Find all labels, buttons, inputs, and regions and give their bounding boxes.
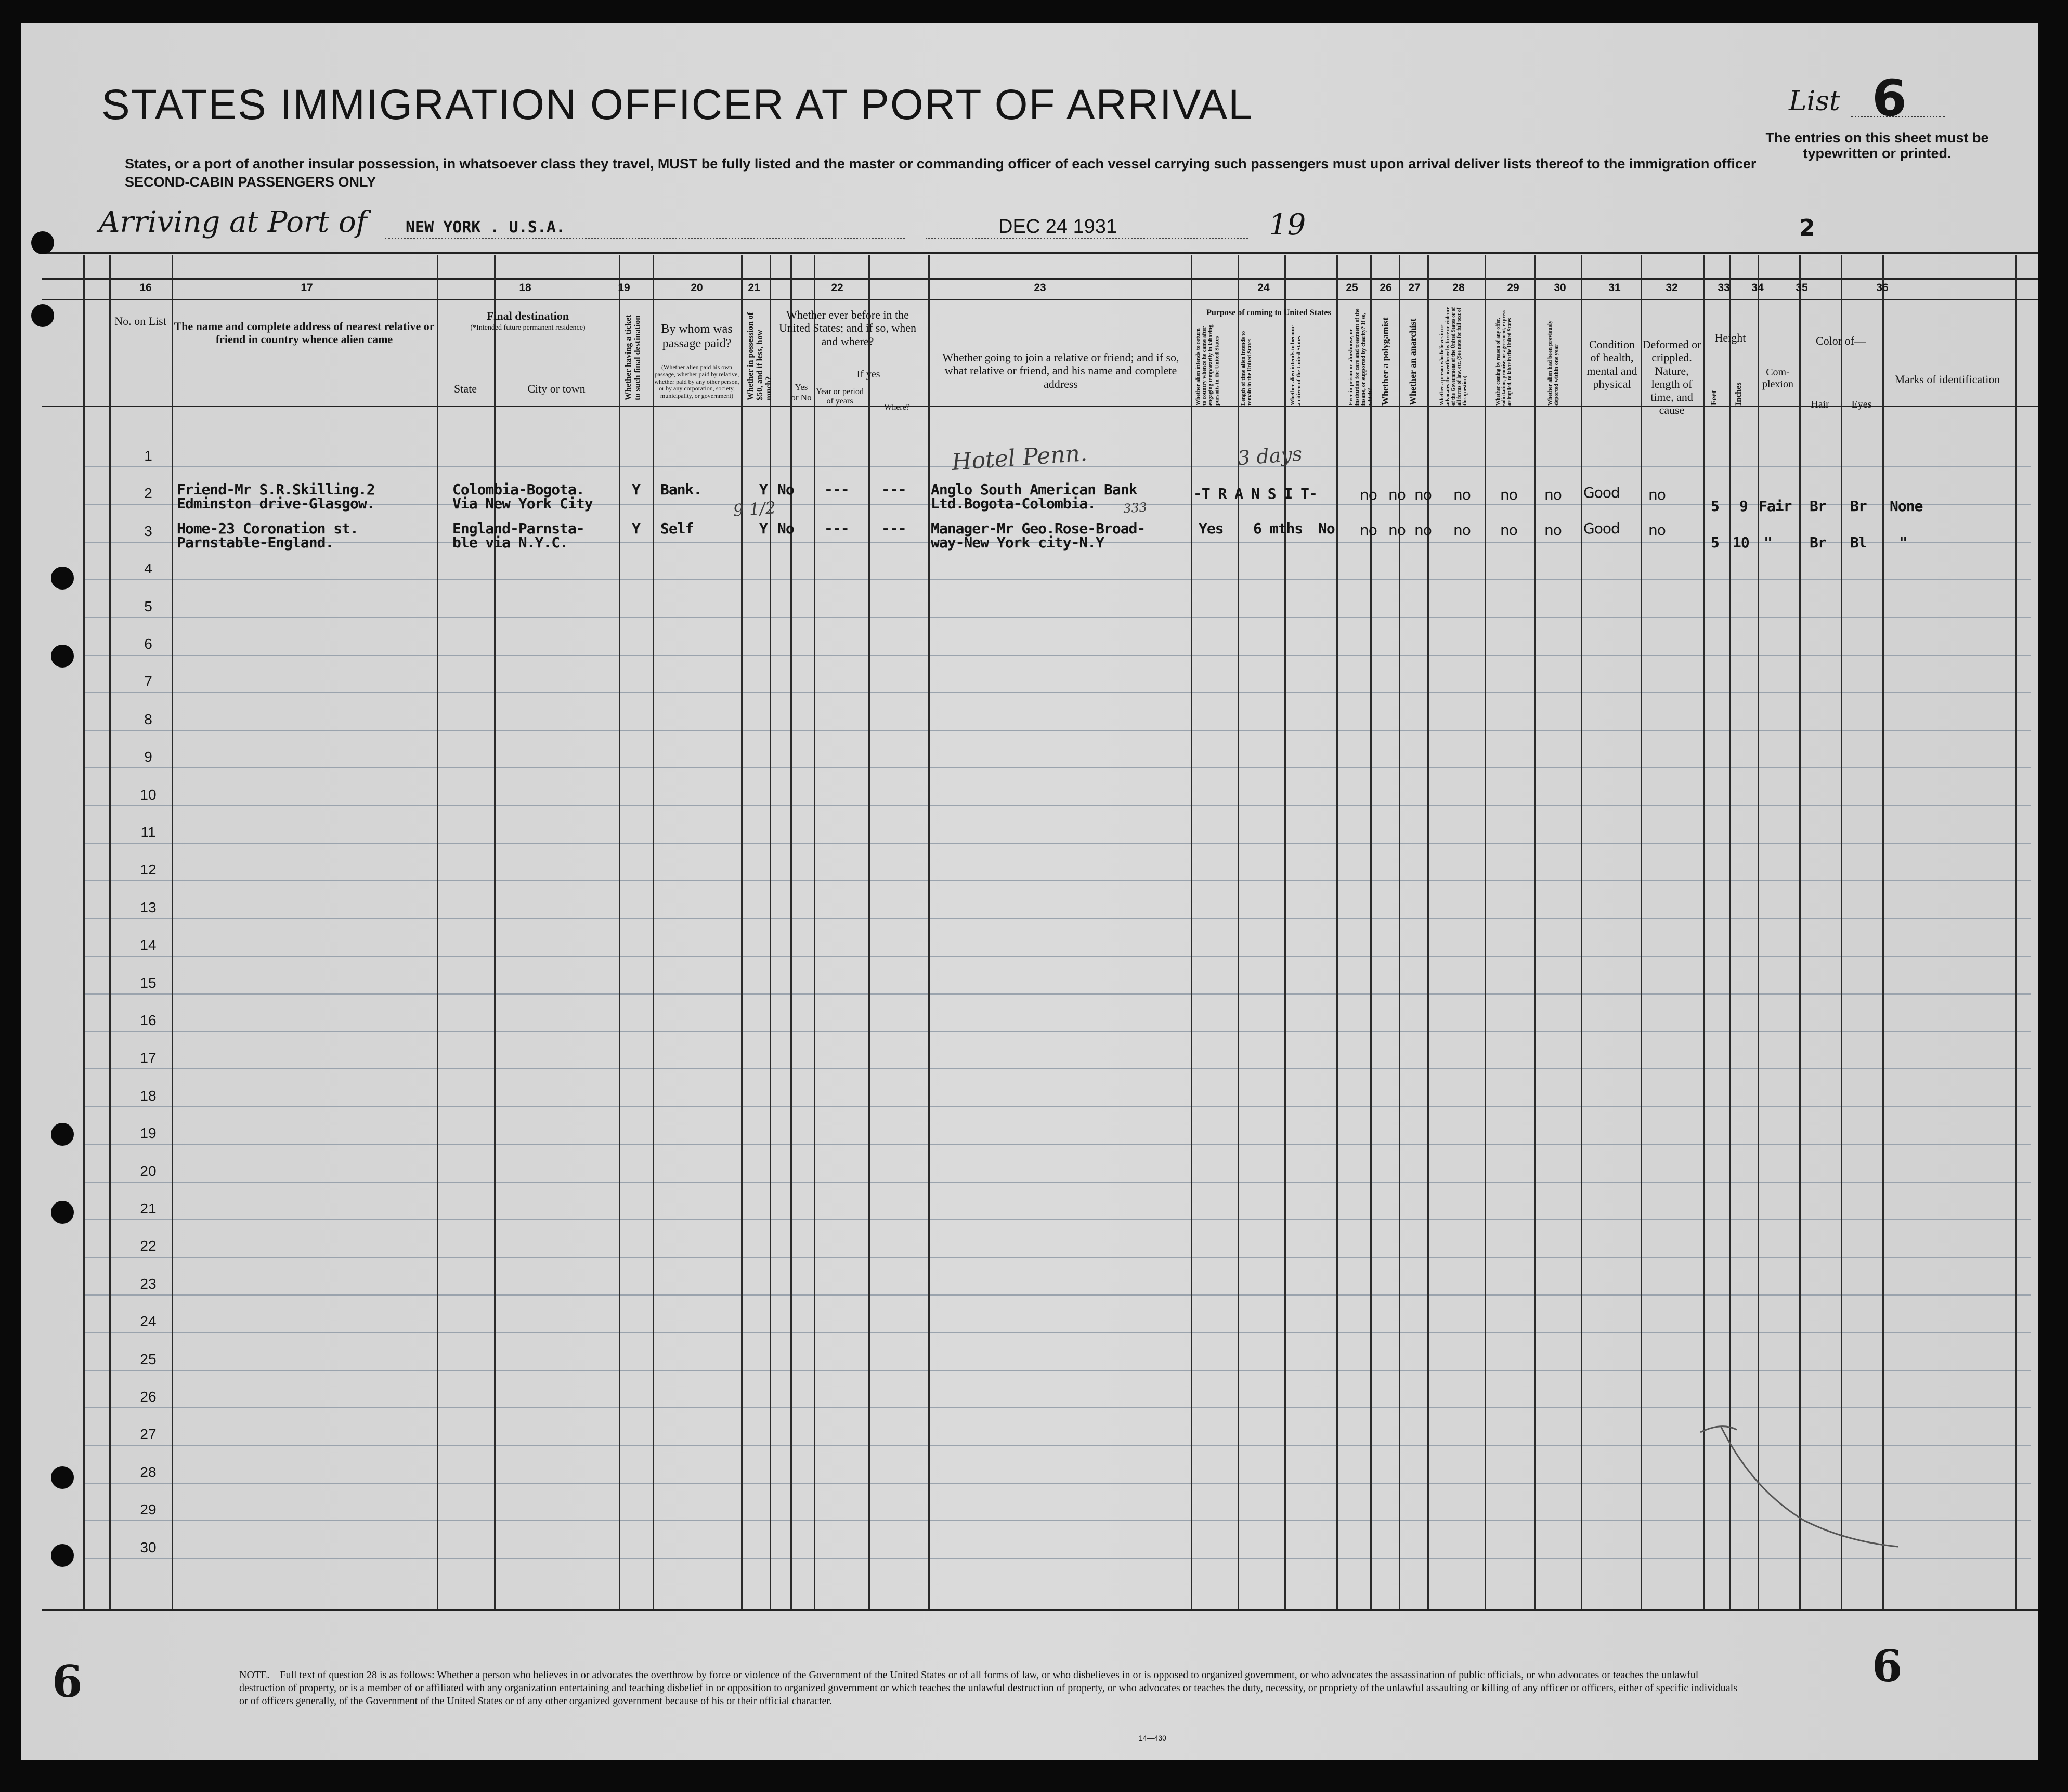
header-relative: The name and complete address of nearest relative or friend in country whence alien came <box>174 320 435 346</box>
entry2-money: Y <box>759 520 768 537</box>
ruled-line <box>83 805 2031 806</box>
entry1-overthrow: no <box>1453 486 1471 503</box>
header-before-us: Whether ever before in the United States; and if so, when and where? <box>779 308 916 348</box>
entry2-anarchist: no <box>1414 521 1432 539</box>
entry1-complexion: Fair <box>1759 498 1792 515</box>
colnum-20: 20 <box>691 282 703 294</box>
ruled-line <box>83 918 2031 919</box>
row-number: 20 <box>140 1162 157 1179</box>
column-number-rule <box>42 278 2038 280</box>
header-purpose-return: Whether alien intends to return to country whence he came after engaging temporarily in laboring pursuits in the United States <box>1195 324 1220 406</box>
colnum-19: 19 <box>618 282 630 294</box>
row-number: 5 <box>144 598 152 614</box>
header-hair: Hair <box>1811 399 1829 410</box>
colnum-17: 17 <box>301 282 313 294</box>
header-years: Year or period of years <box>816 387 864 406</box>
ruled-line <box>83 993 2031 995</box>
entry1-inches: 9 <box>1739 498 1748 515</box>
entry2-prison: no <box>1360 521 1377 539</box>
entry2-dest-line1: England-Parnsta- <box>452 520 584 537</box>
entry1-dest-line1: Colombia-Bogota. <box>452 481 584 498</box>
column-line <box>790 255 792 1609</box>
header-deformed: Deformed or crippled. Nature, length of time, and cause <box>1642 338 1701 417</box>
row-number: 21 <box>140 1200 157 1217</box>
header-height: Height <box>1714 331 1746 344</box>
ruled-line <box>83 1257 2031 1258</box>
ruled-line <box>83 1219 2031 1220</box>
colnum-26: 26 <box>1380 282 1392 294</box>
footer-number-left: 6 <box>52 1656 83 1707</box>
row-number: 17 <box>140 1050 157 1066</box>
entry2-health: Good <box>1583 520 1620 537</box>
entry1-join-line2: Ltd.Bogota-Colombia. <box>931 495 1096 512</box>
list-label: List <box>1789 86 1840 117</box>
ruled-line <box>83 692 2031 693</box>
row-number: 24 <box>140 1313 157 1330</box>
row-number: 26 <box>140 1389 157 1405</box>
header-if-yes: If yes— <box>856 369 891 380</box>
colnum-27: 27 <box>1408 282 1421 294</box>
year-label: 19 <box>1269 208 1306 242</box>
entry1-ticket: Y <box>632 481 640 498</box>
colnum-33: 33 <box>1718 282 1730 294</box>
list-number: 6 <box>1872 69 1907 127</box>
binding-hole <box>51 567 74 590</box>
column-line <box>109 255 111 1609</box>
entry1-hair: Br <box>1810 498 1826 515</box>
row-number: 30 <box>140 1539 157 1555</box>
header-no-on-list: No. on List <box>114 315 166 328</box>
header-color: Color of— <box>1816 334 1866 347</box>
row-number: 10 <box>140 786 157 803</box>
row-number: 3 <box>144 522 152 539</box>
form-subtitle: States, or a port of another insular possession, in whatsoever class they travel, MUST be fully listed and the master or commanding officer of each vessel carrying such passengers must upon arrival deliver lists thereof to the immigration officer <box>125 156 1757 172</box>
row-number: 15 <box>140 974 157 991</box>
column-line <box>2015 255 2017 1609</box>
entry2-before-us: No <box>777 520 794 537</box>
colnum-25: 25 <box>1346 282 1358 294</box>
header-money: Whether in possession of $50, and if less, how much? <box>746 312 774 400</box>
header-overthrow: Whether a person who believes in or advocates the overthrow by force or violence of the Government of the United States or of all forms of law, etc. (See note for full text of this question) <box>1439 307 1468 406</box>
handwritten-mark-b: 333 <box>1123 500 1148 516</box>
entry2-dest-line2: ble via N.Y.C. <box>452 534 568 551</box>
header-where: Where? <box>884 403 910 412</box>
binding-hole <box>31 304 54 327</box>
column-line <box>1729 255 1731 1609</box>
header-deported: Whether alien had been previously deported within one year <box>1547 320 1560 406</box>
row-number: 28 <box>140 1463 157 1480</box>
header-yes-no: Yes or No <box>791 382 812 402</box>
entry1-health: Good <box>1583 484 1620 501</box>
header-final-destination: Final destination <box>486 309 569 322</box>
column-line <box>1799 255 1801 1609</box>
row-number: 4 <box>144 560 152 577</box>
row-number: 22 <box>140 1238 157 1254</box>
ruled-line <box>83 1294 2031 1296</box>
column-line <box>741 255 743 1609</box>
ruled-line <box>83 1031 2031 1032</box>
header-city: City or town <box>527 382 586 395</box>
binding-hole <box>51 645 74 668</box>
ruled-line <box>83 880 2031 881</box>
ruled-line <box>83 1332 2031 1333</box>
column-line <box>868 255 870 1609</box>
handwritten-hotel: Hotel Penn. <box>951 439 1088 476</box>
ruled-line <box>83 579 2031 580</box>
entry1-where: --- <box>881 481 906 498</box>
column-line <box>1882 255 1884 1609</box>
row-number: 25 <box>140 1351 157 1367</box>
entry2-purpose-citizen: No <box>1318 520 1335 537</box>
ruled-line <box>83 617 2031 618</box>
header-purpose-length: Length of time alien intends to remain in the United States <box>1240 331 1253 406</box>
class-note: SECOND-CABIN PASSENGERS ONLY <box>125 174 376 190</box>
column-line <box>1641 255 1642 1609</box>
header-polygamist: Whether a polygamist <box>1380 317 1390 406</box>
row-number: 2 <box>144 485 152 502</box>
entry1-deformed: no <box>1648 486 1666 503</box>
ruled-line <box>83 1370 2031 1371</box>
colnum-22: 22 <box>831 282 843 294</box>
ruled-line <box>83 1106 2031 1107</box>
column-line <box>494 255 496 1609</box>
column-line <box>1427 255 1429 1609</box>
ruled-line <box>83 1182 2031 1183</box>
entry2-deported: no <box>1544 521 1562 539</box>
row-number: 11 <box>140 824 156 840</box>
header-destination-note: (*Intended future permanent residence) <box>470 324 586 332</box>
row-number: 12 <box>140 861 157 878</box>
column-line <box>770 255 771 1609</box>
header-prison: Ever in prison or almshouse, or institution for care and treatment of the insane, or supported by charity? If so, which? <box>1348 308 1373 406</box>
colnum-28: 28 <box>1452 282 1465 294</box>
entry2-purpose-length: 6 mths <box>1253 520 1303 537</box>
ruled-line <box>83 1144 2031 1145</box>
handwritten-days: 3 days <box>1237 442 1303 470</box>
ruled-line <box>83 767 2031 768</box>
footer-note: NOTE.—Full text of question 28 is as follows: Whether a person who believes in or advocates the overthrow by force or violence of the Government of the United States or of all forms of law, or who disbelieves in or is opposed to organized government, or who advocates the assassination of public officials, or who advocates or teaches the unlawful destruction of property, or is a member of or affiliated with any organization entertaining and teaching disbelief in or opposition to organized government or which teaches the unlawful destruction of property, or who advocates or teaches the duty, necessity, or propriety of the unlawful assaulting or killing of any officer or officers, either of specific individuals or of officers generally, of the Government of the United States or of any other organized government because of his or their official character. <box>239 1669 1737 1707</box>
entry1-years: --- <box>824 481 849 498</box>
column-line <box>928 255 930 1609</box>
colnum-16: 16 <box>139 282 152 294</box>
column-line <box>1534 255 1536 1609</box>
header-health: Condition of health, mental and physical <box>1586 338 1637 390</box>
column-line <box>1485 255 1486 1609</box>
form-title: STATES IMMIGRATION OFFICER AT PORT OF ARRIVAL <box>101 81 1253 128</box>
header-passage-note: (Whether alien paid his own passage, whether paid by relative, whether paid by any other person, or by any corporation, society, municipality, or government) <box>654 363 739 400</box>
binding-hole <box>31 231 54 254</box>
entry2-complexion: " <box>1764 534 1772 551</box>
header-anarchist: Whether an anarchist <box>1408 318 1418 406</box>
row-number: 9 <box>144 749 152 765</box>
colnum-30: 30 <box>1554 282 1566 294</box>
entry2-feet: 5 <box>1711 534 1719 551</box>
row-number: 27 <box>140 1426 157 1443</box>
binding-hole <box>51 1201 74 1224</box>
column-line <box>1370 255 1372 1609</box>
date-value: DEC 24 1931 <box>998 216 1117 238</box>
port-value: NEW YORK . U.S.A. <box>406 218 566 237</box>
entry1-marks: None <box>1890 498 1923 515</box>
entry1-polygamist: no <box>1388 486 1406 503</box>
column-line <box>1581 255 1582 1609</box>
entry2-deformed: no <box>1648 521 1666 539</box>
entry1-anarchist: no <box>1414 486 1432 503</box>
entry1-join-line1: Anglo South American Bank <box>931 481 1137 498</box>
row-number: 13 <box>140 899 157 915</box>
column-line <box>1399 255 1400 1609</box>
entry1-relative-line2: Edminston drive-Glasgow. <box>177 495 375 512</box>
column-line <box>83 255 85 1609</box>
column-line <box>437 255 438 1609</box>
entry1-deported: no <box>1544 486 1562 503</box>
binding-hole <box>51 1544 74 1567</box>
entry2-overthrow: no <box>1453 521 1471 539</box>
manifest-sheet <box>21 23 2038 1760</box>
entry2-polygamist: no <box>1388 521 1406 539</box>
row-number: 16 <box>140 1012 157 1028</box>
entry1-prison: no <box>1360 486 1377 503</box>
colnum-36: 36 <box>1876 282 1889 294</box>
entry2-relative-line1: Home-23 Coronation st. <box>177 520 358 537</box>
colnum-23: 23 <box>1034 282 1046 294</box>
footer-number-right: 6 <box>1872 1640 1903 1692</box>
row-number: 29 <box>140 1501 157 1518</box>
entry2-relative-line2: Parnstable-England. <box>177 534 334 551</box>
column-line <box>1336 255 1338 1609</box>
entry1-feet: 5 <box>1711 498 1719 515</box>
header-inches: Inches <box>1734 382 1743 406</box>
arriving-label: Arriving at Port of <box>99 205 367 239</box>
entry2-years: --- <box>824 520 849 537</box>
entry2-join-line1: Manager-Mr Geo.Rose-Broad- <box>931 520 1146 537</box>
colnum-32: 32 <box>1666 282 1678 294</box>
top-rule <box>42 252 2038 254</box>
entry2-passage-paid: Self <box>660 520 694 537</box>
entry2-offer: no <box>1500 521 1517 539</box>
entry1-eyes: Br <box>1850 498 1867 515</box>
colnum-21: 21 <box>748 282 760 294</box>
entry1-money: Y <box>759 481 768 498</box>
entry2-marks: " <box>1899 534 1907 551</box>
header-passage-paid: By whom was passage paid? <box>661 322 733 350</box>
header-purpose-citizen: Whether alien intends to become a citizen of the United States <box>1290 325 1303 406</box>
header-top-rule <box>42 299 2038 300</box>
row-number: 19 <box>140 1125 157 1142</box>
ruled-line <box>83 655 2031 656</box>
binding-hole <box>51 1123 74 1146</box>
ruled-line <box>83 1407 2031 1408</box>
column-line <box>1841 255 1842 1609</box>
header-join-relative: Whether going to join a relative or friend; and if so, what relative or friend, and his name and complete address <box>942 351 1179 390</box>
entry2-purpose-return: Yes <box>1199 520 1224 537</box>
ruled-line <box>83 1068 2031 1069</box>
entry2-where: --- <box>881 520 906 537</box>
ruled-line <box>83 843 2031 844</box>
entry1-before-us: No <box>777 481 794 498</box>
header-feet: Feet <box>1710 390 1719 406</box>
colnum-34: 34 <box>1751 282 1764 294</box>
column-line <box>1703 255 1705 1609</box>
entry1-offer: no <box>1500 486 1517 503</box>
table-bottom-rule <box>42 1609 2038 1611</box>
row-number: 18 <box>140 1087 157 1104</box>
entry2-ticket: Y <box>632 520 640 537</box>
header-marks: Marks of identification <box>1894 373 2000 386</box>
handwritten-mark-a: 9 1/2 <box>732 498 777 520</box>
row-number: 23 <box>140 1275 157 1292</box>
header-ticket: Whether having a ticket to such final destination <box>624 315 642 400</box>
colnum-31: 31 <box>1608 282 1621 294</box>
entry1-purpose: -T R A N S I T- <box>1193 485 1317 502</box>
port-line <box>385 238 905 239</box>
colnum-29: 29 <box>1507 282 1519 294</box>
header-eyes: Eyes <box>1851 399 1872 410</box>
entry2-inches: 10 <box>1733 534 1749 551</box>
row-number: 14 <box>140 937 157 953</box>
entry2-hair: Br <box>1810 534 1826 551</box>
ruled-line <box>83 956 2031 957</box>
typewritten-note: The entries on this sheet must be typewritten or printed. <box>1765 130 1989 161</box>
binding-hole <box>51 1466 74 1489</box>
colnum-18: 18 <box>519 282 531 294</box>
header-purpose: Purpose of coming to United States <box>1206 308 1331 317</box>
column-line <box>172 255 173 1609</box>
column-line <box>619 255 620 1609</box>
header-complexion: Com-plexion <box>1762 367 1793 390</box>
entry1-relative-line1: Friend-Mr S.R.Skilling.2 <box>177 481 375 498</box>
entry1-dest-line2: Via New York City <box>452 495 593 512</box>
form-code: 14—430 <box>1139 1734 1166 1742</box>
header-state: State <box>454 382 477 395</box>
header-offer: Whether coming by reason of any offer, solicitation, promise, or agreement, express or implied, to labor in the United States <box>1495 310 1513 406</box>
header-bottom-rule <box>42 406 2038 407</box>
row-number: 1 <box>144 448 152 464</box>
pencil-stroke <box>1690 1417 1908 1573</box>
page-number: 2 <box>1799 215 1815 241</box>
entry1-passage-paid: Bank. <box>660 481 702 498</box>
ruled-line <box>83 730 2031 731</box>
colnum-35: 35 <box>1796 282 1808 294</box>
colnum-24: 24 <box>1257 282 1270 294</box>
column-line <box>653 255 654 1609</box>
column-line <box>1758 255 1759 1609</box>
entry2-join-line2: way-New York city-N.Y <box>931 534 1104 551</box>
entry2-eyes: Bl <box>1850 534 1867 551</box>
row-number: 7 <box>144 673 152 690</box>
column-line <box>814 255 815 1609</box>
column-line <box>1191 255 1192 1609</box>
row-number: 6 <box>144 636 152 652</box>
row-number: 8 <box>144 711 152 727</box>
